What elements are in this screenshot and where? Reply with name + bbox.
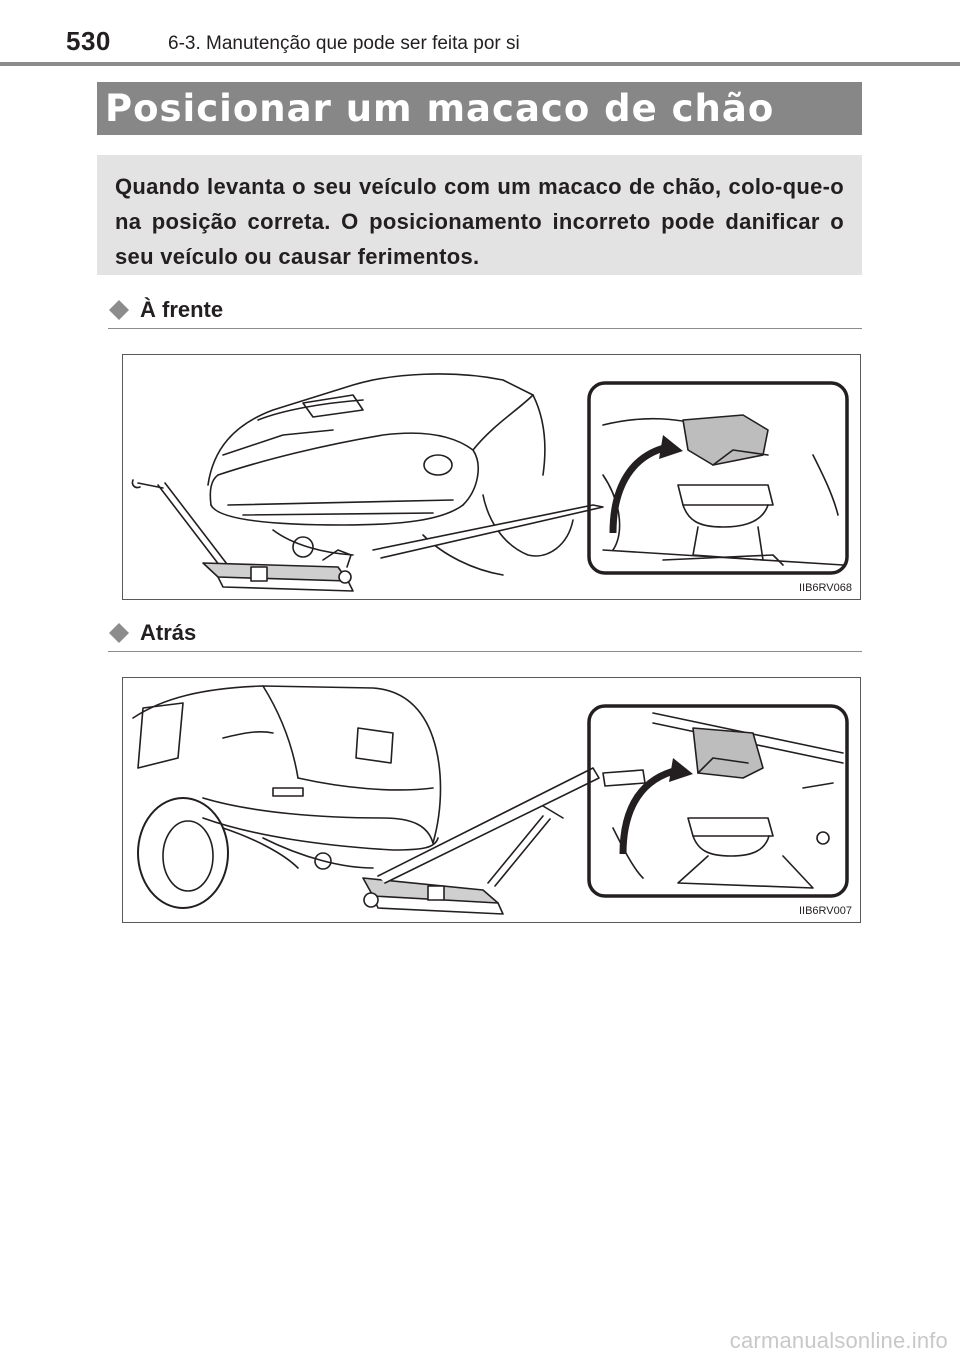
front-car-jack-illustration (123, 355, 861, 600)
figure-rear-jack-point (122, 677, 861, 923)
header-divider (0, 62, 960, 66)
page-number: 530 (66, 26, 111, 56)
diamond-bullet-icon (108, 622, 130, 644)
intro-text: Quando levanta o seu veículo com um macaco de chão, colo-que-o na posição correta. O posicionamento incorreto pode danificar o seu veículo ou causar ferimentos. (115, 174, 844, 269)
figure-code: IIB6RV007 (798, 905, 852, 917)
figure-code: IIB6RV068 (798, 582, 852, 594)
diamond-bullet-icon (108, 299, 130, 321)
figure-front-jack-point (122, 354, 861, 600)
rear-car-jack-illustration (123, 678, 861, 923)
page-title: Posicionar um macaco de chão (97, 82, 862, 135)
section-heading-label: Atrás (140, 620, 197, 646)
section-heading-front (108, 296, 862, 329)
watermark: carmanualsonline.info (729, 1328, 948, 1353)
section-heading-rear (108, 619, 862, 652)
section-heading-label: À frente (140, 297, 224, 323)
chapter-title: 6-3. Manutenção que pode ser feita por si (168, 33, 520, 54)
intro-box (97, 155, 862, 275)
